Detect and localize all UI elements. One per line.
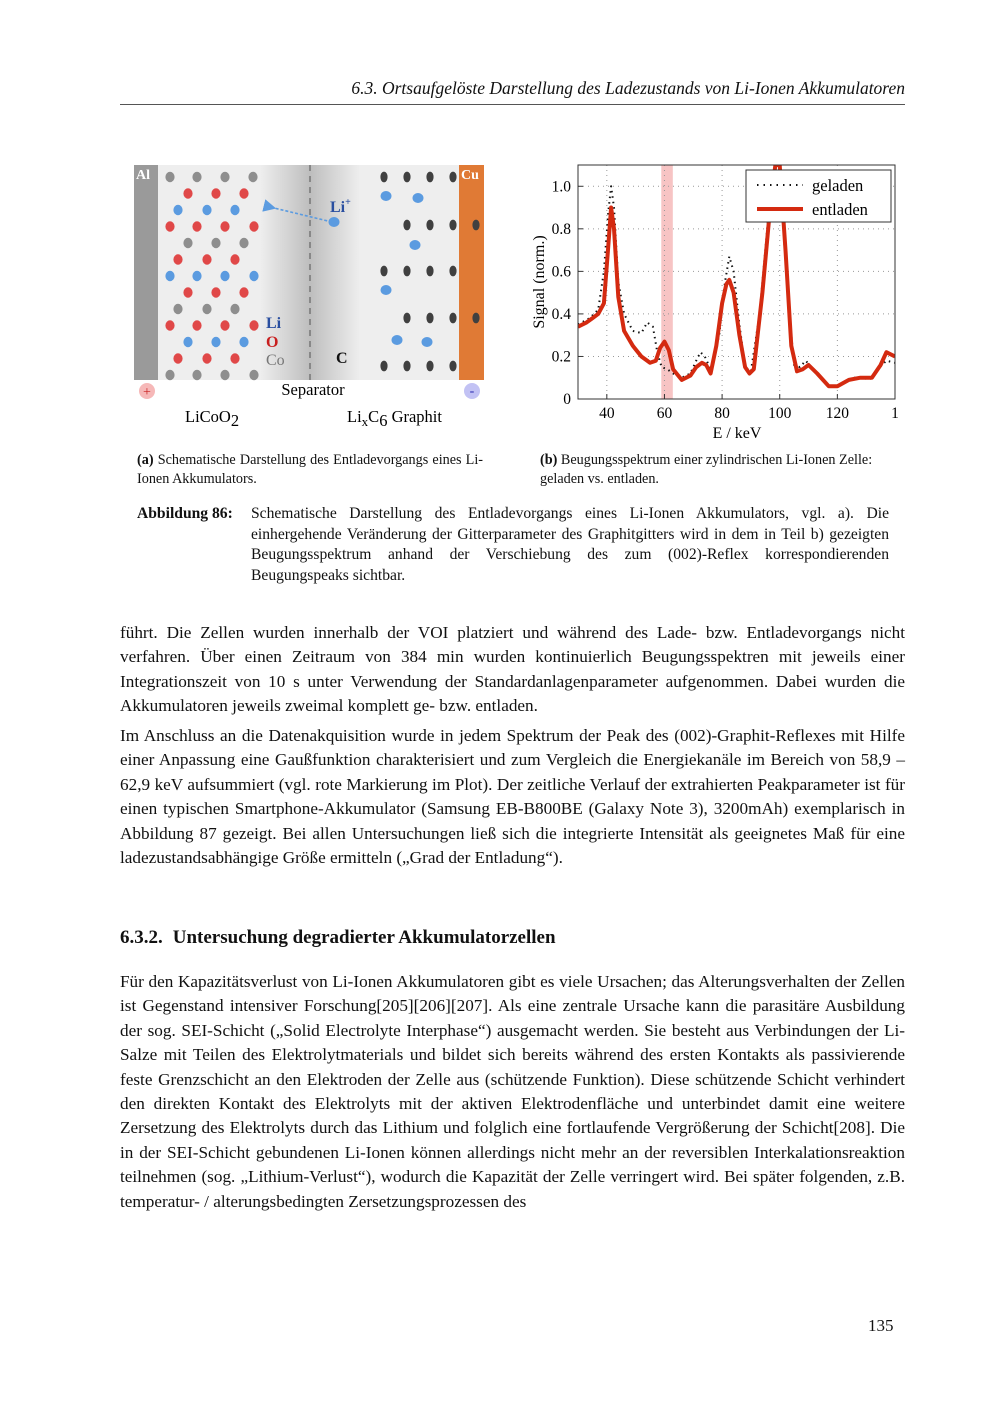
atom-co: [211, 238, 220, 248]
atom-o: [183, 287, 192, 297]
subcaption-a-label: (a): [137, 452, 154, 468]
atom-c: [426, 266, 433, 277]
x-tick-label: 120: [825, 405, 849, 422]
subcaption-a-text: Schematische Darstellung des Entladevorgangs eines Li-Ionen Akkumulators.: [137, 452, 484, 487]
separator-label: Separator: [281, 380, 345, 399]
atom-o: [249, 221, 258, 231]
atom-o: [239, 287, 248, 297]
atom-c: [403, 172, 410, 183]
atom-o: [220, 221, 229, 231]
legend-label-entladen: entladen: [812, 200, 868, 219]
atom-li: [392, 335, 403, 345]
diffraction-spectrum-chart: [525, 155, 905, 445]
x-tick-label: 80: [714, 405, 730, 422]
body-paragraph-1: führt. Die Zellen wurden innerhalb der VOI platziert und während des Lade- bzw. Entladevorgangs nicht verfahren. Über einen Zeitraum von 384 min wurden kontinuierlich Beugungsspektren mit jeweils einer Integrationszeit von 10 s unter Verwendung der Standardanlagenparameter aufgenommen. Dabei wurden die Akkumulatoren jeweils zweimal komplett ge- bzw. entladen.: [120, 623, 905, 716]
atom-li: [202, 205, 211, 215]
atom-li: [381, 285, 392, 295]
legend: [746, 170, 891, 222]
atom-o: [230, 254, 239, 264]
atom-c: [472, 220, 479, 231]
atom-co: [220, 370, 229, 380]
atom-co: [173, 304, 182, 314]
battery-schematic: [120, 150, 500, 435]
atom-li: [239, 337, 248, 347]
atom-o: [211, 188, 220, 198]
minus-sign: -: [469, 384, 475, 399]
atom-c: [449, 361, 456, 372]
section-title: Untersuchung degradierter Akkumulatorzellen: [172, 927, 556, 948]
atom-c: [426, 361, 433, 372]
al-label: Al: [136, 168, 150, 183]
y-tick-label: 0.8: [551, 220, 571, 238]
aluminium-electrode: [134, 165, 158, 380]
atom-o: [183, 188, 192, 198]
atom-co: [192, 172, 201, 182]
body-paragraph-2: Im Anschluss an die Datenakquisition wurde in jedem Spektrum der Peak des (002)-Graphit-Reflexes mit Hilfe einer Anpassung eine Gaußfunktion charakterisiert und zum Vergleich die Energiekanäle im Bereich von 58,9 – 62,9 keV aufsummiert (vgl. rote Markierung im Plot). Der zeitliche Verlauf der extrahierten Peakparameter ist für einen typischen Smartphone-Akkumulator (Samsung EB-B800BE (Galaxy Note 3), 3200mAh) exemplarisch in Abbildung 87 gezeigt. Bei allen Untersuchungen ließ sich die integrierte Intensität als geeignetes Maß für eine ladezustandsabhängige Größe ermitteln („Grad der Entladung“).: [120, 726, 905, 868]
atom-li: [211, 337, 220, 347]
y-tick-label: 0: [563, 391, 571, 408]
x-tick-label: 60: [656, 405, 673, 422]
legend-li: Li: [266, 315, 282, 332]
atom-c: [380, 361, 387, 372]
atom-o: [165, 320, 174, 330]
atom-co: [183, 238, 192, 248]
header-rule: [120, 104, 905, 105]
y-tick-label: 0.6: [551, 263, 571, 281]
copper-electrode: [459, 165, 484, 380]
atom-o: [173, 254, 182, 264]
atom-li: [410, 240, 421, 250]
atom-c: [403, 266, 410, 277]
atom-li: [173, 205, 182, 215]
x-tick-label: 40: [599, 405, 615, 422]
atom-c: [426, 172, 433, 183]
atom-o: [220, 320, 229, 330]
y-tick-label: 1.0: [551, 178, 571, 196]
atom-c: [472, 313, 479, 324]
atom-li: [165, 271, 174, 281]
atom-li: [422, 337, 433, 347]
atom-co: [239, 238, 248, 248]
legend-co: Co: [266, 352, 285, 369]
atom-li: [249, 271, 258, 281]
section-paragraph: Für den Kapazitätsverlust von Li-Ionen Akkumulatoren gibt es viele Ursachen; das Alterungsverhalten der Zellen ist Gegenstand intensiver Forschung[205][206][207]. Als eine zentrale Ursache kann die parasitäre Ausbildung der sog. SEI-Schicht („Solid Electrolyte Interphase“) ausgemacht werden. Sie besteht aus Verbindungen der Li-Salze mit Teilen des Elektrolytmaterials und bildet sich bereits während des ersten Kontakts als passivierende feste Grenzschicht an den Elektroden der Zelle aus (schützende Funktion). Diese schützende Schicht verhindert den direkten Kontakt des Elektrolyts mit der aktiven Elektrodenfläche und unterbindet damit eine weitere Zersetzung des Elektrolyts durch das Lithium und folglich eine fortlaufende Vergrößerung der Schicht[208]. Die in der SEI-Schicht gebundenen Li-Ionen können allerdings nicht mehr an der reversiblen Interkalationsreaktion teilnehmen (sog. „Lithium-Verlust“), wodurch die Kapazität der Zelle verringert wird. Bei später folgenden, z.B. temperatur- / alterungsbedingten Zersetzungsprozessen des: [120, 972, 905, 1211]
li-ion-label: Li+: [330, 197, 351, 216]
atom-li: [230, 205, 239, 215]
x-tick-label: 100: [768, 405, 792, 422]
atom-li: [183, 337, 192, 347]
atom-co: [249, 370, 258, 380]
atom-c: [426, 313, 433, 324]
atom-o: [192, 320, 201, 330]
atom-c: [380, 172, 387, 183]
atom-li: [413, 193, 424, 203]
atom-co: [165, 370, 174, 380]
atom-c: [403, 220, 410, 231]
atom-c: [449, 220, 456, 231]
atom-o: [211, 287, 220, 297]
section-number: 6.3.2.: [120, 927, 163, 948]
atom-o: [202, 254, 211, 264]
atom-co: [230, 304, 239, 314]
atom-co: [165, 172, 174, 182]
figure-caption: [137, 504, 889, 586]
plus-sign: +: [143, 385, 151, 400]
cathode-label: LiCoO2: [185, 407, 240, 430]
atom-c: [426, 220, 433, 231]
section-heading: [120, 927, 556, 949]
atom-o: [165, 221, 174, 231]
atom-c: [449, 313, 456, 324]
atom-co: [192, 370, 201, 380]
atom-c: [403, 313, 410, 324]
cu-label: Cu: [461, 168, 479, 183]
subcaption-b: [540, 451, 890, 489]
y-axis-label: Signal (norm.): [531, 235, 548, 329]
subcaption-b-label: (b): [540, 452, 558, 468]
legend-label-geladen: geladen: [812, 176, 864, 195]
atom-co: [220, 172, 229, 182]
atom-li: [381, 191, 392, 201]
atom-li: [192, 271, 201, 281]
anode-label: $Li_xC6$ Graphit: [347, 407, 442, 430]
atom-co: [202, 304, 211, 314]
figure-caption-label: Abbildung 86:: [137, 505, 233, 522]
atom-c: [403, 361, 410, 372]
atom-c: [449, 172, 456, 183]
subcaption-b-text: Beugungsspektrum einer zylindrischen Li-Ionen Zelle: geladen vs. entladen.: [540, 452, 873, 487]
atom-o: [173, 353, 182, 363]
page-number: 135: [868, 1316, 894, 1335]
y-tick-label: 0.4: [551, 305, 571, 323]
x-tick-label: 1: [891, 405, 899, 422]
atom-o: [239, 188, 248, 198]
atom-o: [192, 221, 201, 231]
atom-co: [248, 172, 257, 182]
atom-o: [230, 353, 239, 363]
atom-o: [202, 353, 211, 363]
atom-li: [220, 271, 229, 281]
y-tick-label: 0.2: [551, 348, 571, 366]
subcaption-a: [137, 451, 483, 489]
x-axis-label: E / keV: [712, 425, 762, 442]
atom-c: [449, 266, 456, 277]
atom-o: [249, 320, 258, 330]
legend-o: O: [266, 334, 279, 351]
atom-c: [380, 266, 387, 277]
legend-c: C: [336, 350, 348, 367]
figure-caption-text: Schematische Darstellung des Entladevorgangs eines Li-Ionen Akkumulators, vgl. a). Die einhergehende Veränderung der Gitterparameter des Graphitgitters wird in dem in Teil b) gezeigten Beugungsspektrum anhand der Verschiebung des zum (002)-Reflex korrespondierenden Beugungspeaks sichtbar.: [251, 505, 889, 584]
running-head: 6.3. Ortsaufgelöste Darstellung des Ladezustands von Li-Ionen Akkumulatoren: [351, 78, 905, 98]
